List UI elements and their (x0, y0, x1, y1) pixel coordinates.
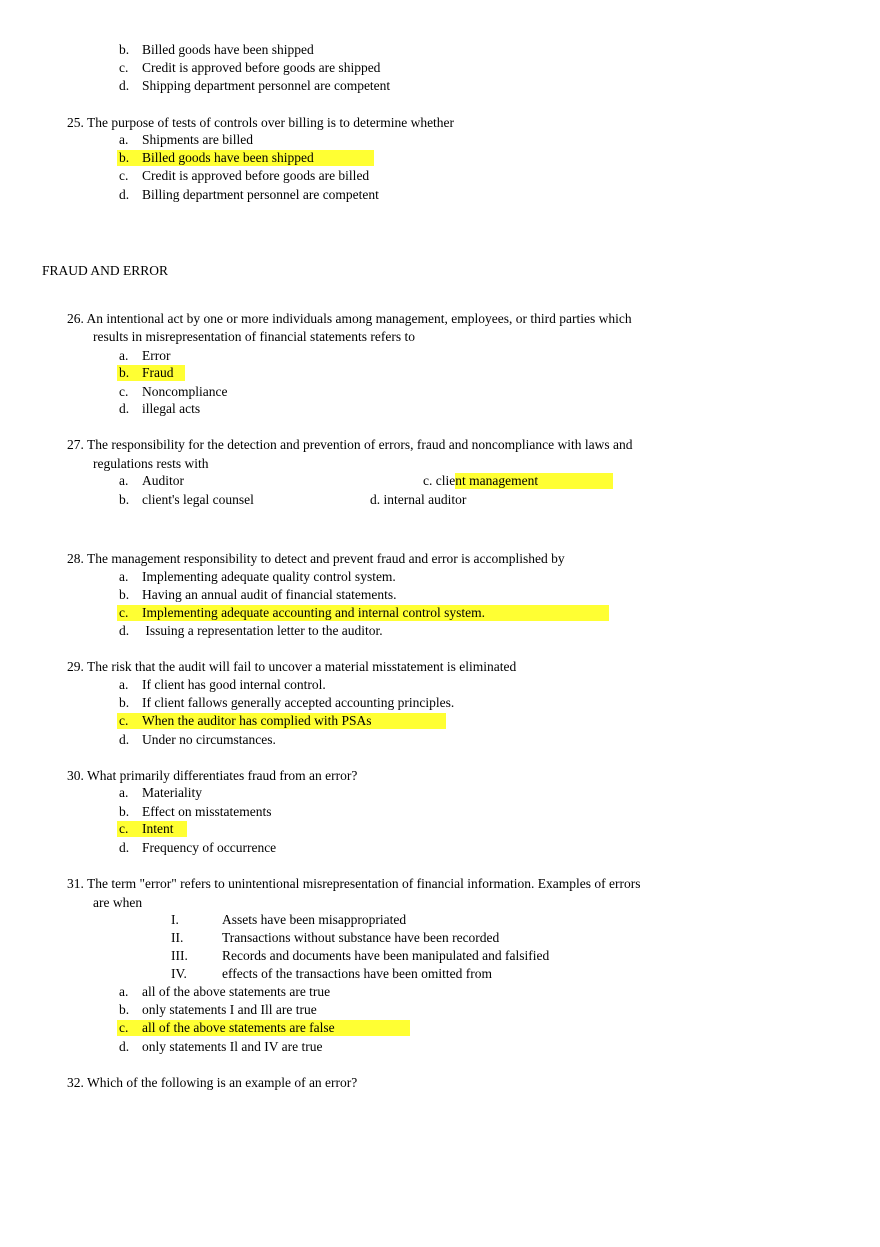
q26-option-d: d. illegal acts (119, 401, 201, 416)
q29-question: 29. The risk that the audit will fail to uncover a material misstatement is eliminated (67, 659, 517, 674)
q25-option-a: a. Shipments are billed (119, 132, 253, 147)
q30-option-b: b. Effect on misstatements (119, 804, 272, 819)
q29-option-c: c. When the auditor has complied with PSAs (119, 713, 372, 728)
top-option-b: b. Billed goods have been shipped (119, 42, 314, 57)
q31-statement-2: II. Transactions without substance have been recorded (171, 930, 500, 945)
q25-option-b: b. Billed goods have been shipped (119, 150, 314, 165)
q28-option-b: b. Having an annual audit of financial statements. (119, 587, 397, 602)
q31-question-line1: 31. The term "error" refers to unintentional misrepresentation of financial information. Examples of errors (67, 876, 641, 891)
q27-question-line1: 27. The responsibility for the detection and prevention of errors, fraud and noncompliance with laws and (67, 437, 633, 452)
q27-question-line2: regulations rests with (93, 456, 209, 471)
q27-option-b: b. client's legal counsel (119, 492, 254, 507)
q25-option-d: d. Billing department personnel are competent (119, 187, 379, 202)
q31-statement-1: I. Assets have been misappropriated (171, 912, 407, 927)
q30-option-d: d. Frequency of occurrence (119, 840, 277, 855)
q29-option-d: d. Under no circumstances. (119, 732, 276, 747)
q31-option-a: a. all of the above statements are true (119, 984, 331, 999)
q31-statement-3: III. Records and documents have been manipulated and falsified (171, 948, 550, 963)
q28-option-a: a. Implementing adequate quality control system. (119, 569, 396, 584)
q27-option-d: d. internal auditor (370, 492, 467, 507)
q29-option-a: a. If client has good internal control. (119, 677, 326, 692)
q25-option-c: c. Credit is approved before goods are billed (119, 168, 370, 183)
q30-option-a: a. Materiality (119, 785, 202, 800)
q26-question-line2: results in misrepresentation of financial statements refers to (93, 329, 416, 344)
q27-option-a: a. Auditor (119, 473, 184, 488)
q28-question: 28. The management responsibility to detect and prevent fraud and error is accomplished by (67, 551, 565, 566)
q26-option-c: c. Noncompliance (119, 384, 228, 399)
q28-option-c: c. Implementing adequate accounting and internal control system. (119, 605, 486, 620)
q31-option-c: c. all of the above statements are false (119, 1020, 335, 1035)
q31-option-d: d. only statements Il and IV are true (119, 1039, 323, 1054)
q26-option-b: b. Fraud (119, 365, 174, 380)
q27-option-c: c. client management (423, 473, 539, 488)
q25-question: 25. The purpose of tests of controls over billing is to determine whether (67, 115, 455, 130)
q28-option-d: d. Issuing a representation letter to the auditor. (119, 623, 383, 638)
top-option-c: c. Credit is approved before goods are shipped (119, 60, 381, 75)
q26-question-line1: 26. An intentional act by one or more individuals among management, employees, or third parties which (67, 311, 632, 326)
q31-question-line2: are when (93, 895, 143, 910)
q30-option-c: c. Intent (119, 821, 174, 836)
q29-option-b: b. If client fallows generally accepted accounting principles. (119, 695, 455, 710)
top-option-d: d. Shipping department personnel are competent (119, 78, 391, 93)
q32-question: 32. Which of the following is an example of an error? (67, 1075, 358, 1090)
q31-option-b: b. only statements I and Ill are true (119, 1002, 317, 1017)
section-title: FRAUD AND ERROR (42, 263, 169, 278)
q26-option-a: a. Error (119, 348, 171, 363)
q31-statement-4: IV. effects of the transactions have been omitted from (171, 966, 493, 981)
q30-question: 30. What primarily differentiates fraud from an error? (67, 768, 358, 783)
